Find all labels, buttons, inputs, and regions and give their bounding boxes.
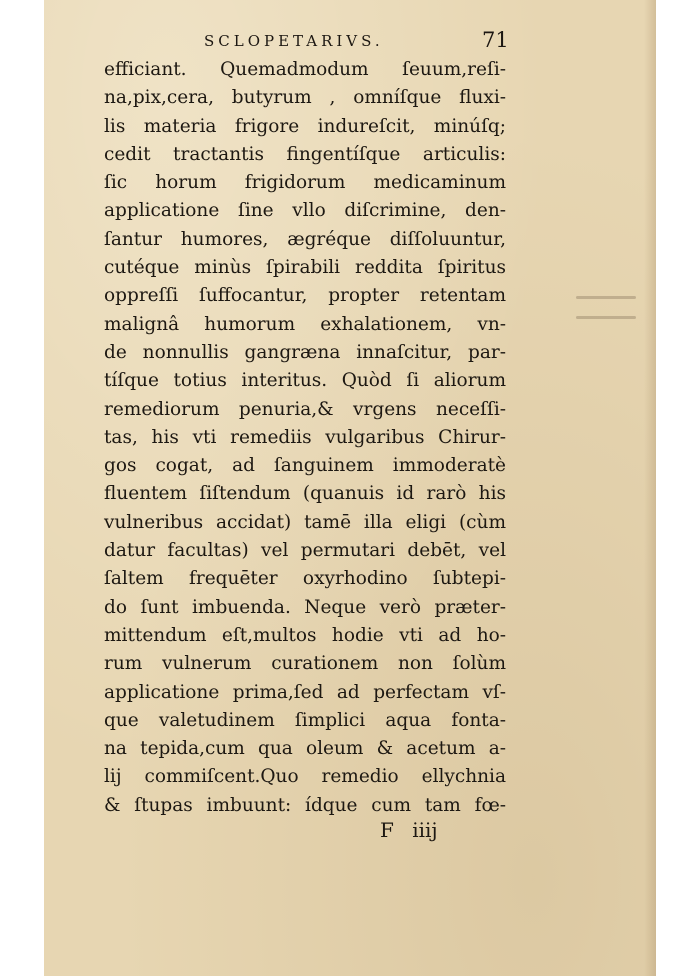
- body-text: [104, 56, 506, 820]
- text-line: ſantur humores, ægréque diſſoluuntur,: [104, 228, 506, 250]
- text-line: que valetudinem ſimplici aqua fonta-: [104, 709, 506, 731]
- text-line: & ſtupas imbuunt: ídque cum tam fœ-: [104, 794, 506, 816]
- text-line: tíſque totius interitus. Quòd ſi aliorum: [104, 370, 506, 392]
- text-line: applicatione ſine vllo diſcrimine, den-: [104, 200, 506, 222]
- book-page: [44, 0, 656, 976]
- text-line: remediorum penuria,& vrgens neceſſi-: [104, 398, 506, 420]
- text-line: applicatione prima,ſed ad perfectam vſ-: [104, 681, 506, 703]
- page-edge-shadow: [644, 0, 656, 976]
- text-line: vulneribus accidat) tamē illa eligi (cùm: [104, 511, 506, 533]
- text-line: datur facultas) vel permutari debēt, vel: [104, 540, 506, 562]
- text-line: efficiant. Quemadmodum ſeuum,reſi-: [104, 59, 506, 80]
- text-line: cedit tractantis fingentíſque articulis:: [104, 143, 506, 165]
- text-line: rum vulnerum curationem non ſolùm: [104, 653, 506, 675]
- text-line: ſic horum frigidorum medicaminum: [104, 172, 506, 194]
- text-line: cutéque minùs ſpirabili reddita ſpiritus: [104, 257, 506, 279]
- text-line: malignâ humorum exhalationem, vn-: [104, 313, 506, 335]
- text-line: na tepida,cum qua oleum & acetum a-: [104, 738, 506, 760]
- text-line: de nonnullis gangræna innaſcitur, par-: [104, 341, 506, 363]
- text-line: ſaltem frequēter oxyrhodino ſubtepi-: [104, 568, 506, 590]
- text-line: lij commiſcent.Quo remedio ellychnia: [104, 766, 506, 788]
- show-through-marks: [576, 296, 636, 356]
- text-line: fluentem ſiſtendum (quanuis id rarò his: [104, 483, 506, 505]
- text-line: tas, his vti remediis vulgaribus Chirur-: [104, 426, 506, 448]
- running-head: SCLOPETARIVS.: [204, 32, 384, 50]
- text-line: lis materia frigore indureſcit, minúſq;: [104, 115, 506, 137]
- text-line: mittendum eſt,multos hodie vti ad ho-: [104, 624, 506, 646]
- text-line: do ſunt imbuenda. Neque verò præter-: [104, 596, 506, 618]
- signature-mark: F iiij: [380, 818, 438, 842]
- text-line: oppreſſi ſuffocantur, propter retentam: [104, 285, 506, 307]
- page-header: [44, 28, 656, 58]
- text-line: gos cogat, ad ſanguinem immoderatè: [104, 455, 506, 477]
- text-line: na,pix,cera, butyrum , omníſque fluxi-: [104, 87, 506, 109]
- page-number: 71: [482, 28, 509, 52]
